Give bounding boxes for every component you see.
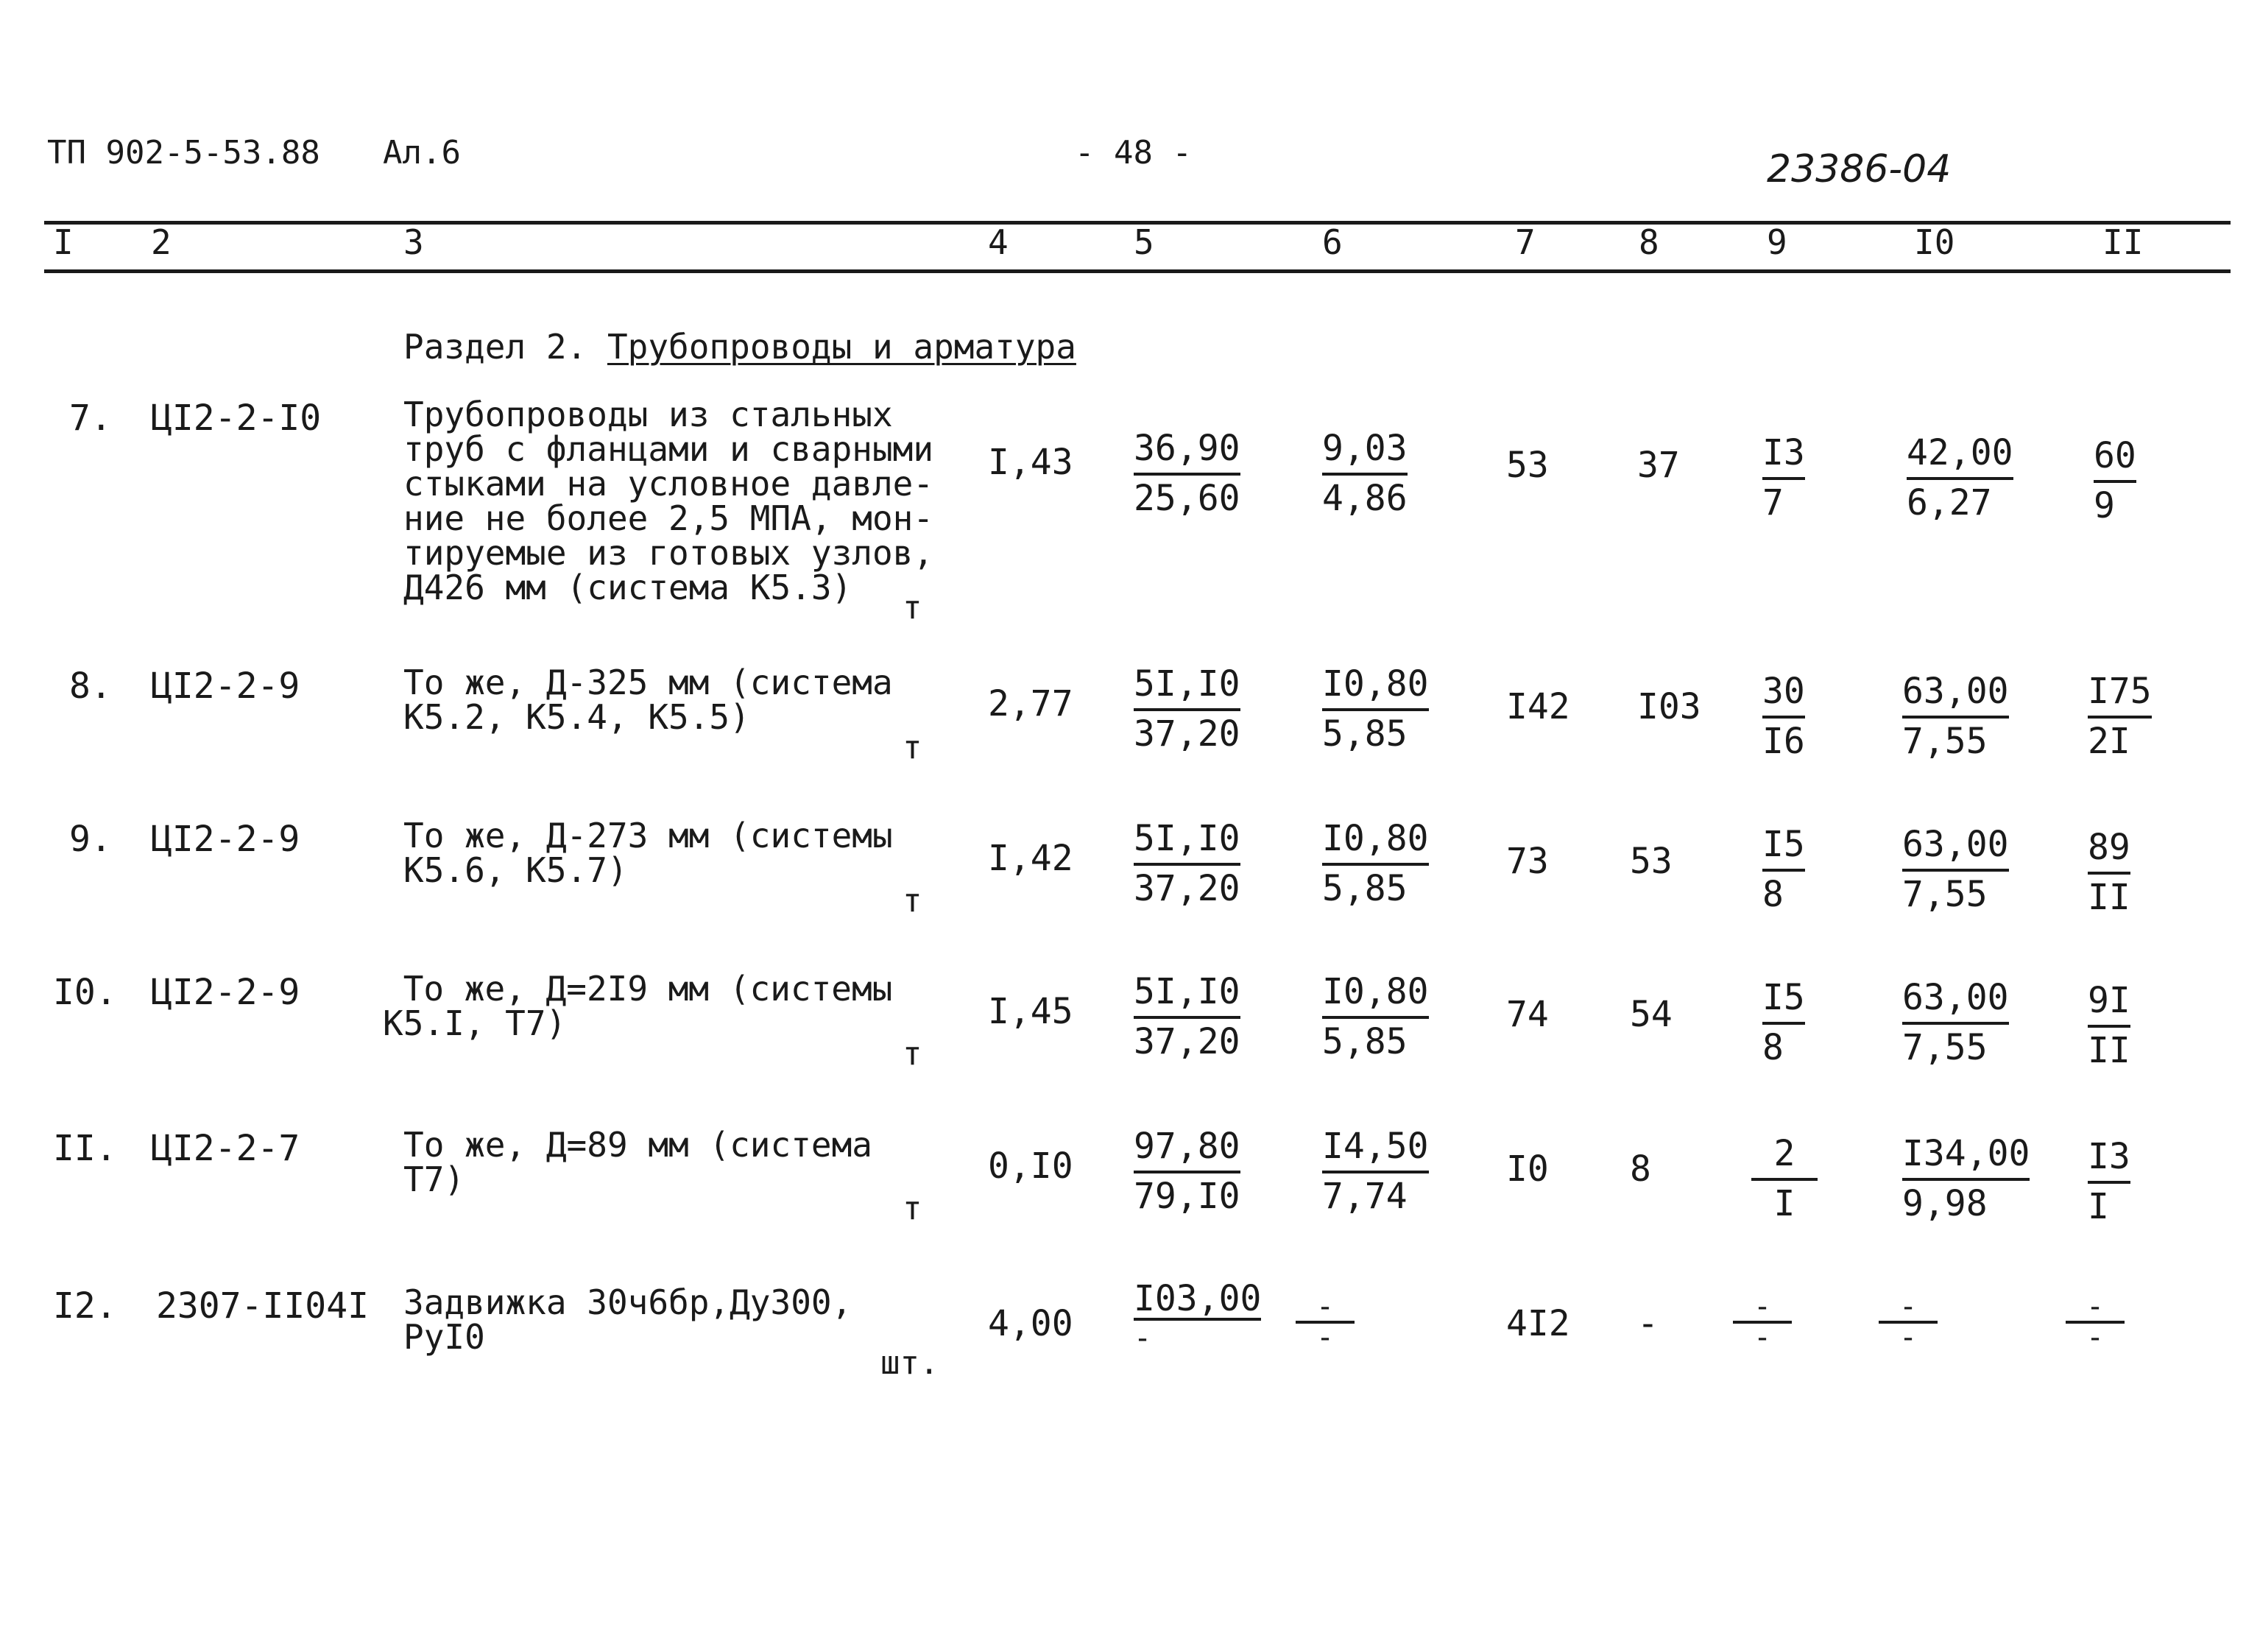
- unit-machines-wages: 7,74: [1322, 1176, 1408, 1217]
- unit-machines-wages: 5,85: [1322, 1021, 1408, 1062]
- unit-cost-total: 5I,I0: [1134, 969, 1240, 1019]
- column-number-6: 6: [1322, 222, 1343, 262]
- unit-cost-wages: 37,20: [1134, 713, 1240, 755]
- unit-cost-machines-fraction: [1322, 1123, 1429, 1219]
- labor-unit-machinists: 9,98: [1902, 1183, 1988, 1224]
- labor-unit-workers: 63,00: [1902, 975, 2009, 1025]
- quantity: 4,00: [988, 1303, 1073, 1344]
- unit-of-measure: т: [903, 589, 922, 626]
- unit-machines-wages: 5,85: [1322, 868, 1408, 909]
- column-number-11: II: [2102, 222, 2144, 262]
- work-description: То же, Д=89 мм (система Т7): [403, 1125, 872, 1199]
- column-number-9: 9: [1767, 222, 1787, 262]
- total-machines-fraction: [1762, 822, 1805, 917]
- labor-total-workers: 9I: [2088, 978, 2130, 1028]
- total-machines-value: 2: [1751, 1131, 1818, 1181]
- labor-unit-machinists: 7,55: [1902, 721, 1988, 762]
- unit-machines-wages: 5,85: [1322, 713, 1408, 755]
- unit-of-measure: т: [903, 729, 922, 766]
- quantity: I,42: [988, 838, 1073, 879]
- labor-unit-machinists: 7,55: [1902, 1027, 1988, 1068]
- labor-unit-workers: 63,00: [1902, 822, 2009, 872]
- labor-total-dash: [2066, 1290, 2125, 1355]
- work-description: То же, Д-325 мм (система К5.2, К5.4, К5.5): [403, 663, 893, 737]
- unit-cost-wages: -: [1134, 1321, 1152, 1355]
- price-code: ЦI2-2-9: [151, 972, 300, 1013]
- labor-total-workers: -: [2086, 1290, 2105, 1324]
- work-description: Трубопроводы из стальных труб с фланцами и сварными стыками на условное давле- ние не более 2,5 МПА, мон- тируемые из готовых узлов, Д426 мм (система К5.3): [403, 395, 934, 607]
- labor-unit-workers: I34,00: [1902, 1131, 2030, 1181]
- column-number-1: I: [53, 222, 74, 262]
- total-machines-fraction: [1762, 430, 1805, 526]
- labor-total-machinists: 9: [2094, 485, 2115, 526]
- labor-total-fraction: [2088, 1134, 2130, 1229]
- labor-total-fraction: [2088, 978, 2130, 1073]
- unit-cost-fraction: [1134, 1123, 1240, 1219]
- labor-total-fraction: [2088, 825, 2130, 920]
- labor-unit-workers: 63,00: [1902, 668, 2009, 719]
- column-number-4: 4: [988, 222, 1009, 262]
- labor-total-workers: 60: [2094, 433, 2136, 483]
- labor-unit-machinists: 6,27: [1907, 482, 1992, 523]
- total-wages: I03: [1637, 686, 1701, 727]
- total-wages: 54: [1630, 994, 1673, 1035]
- total-machines-value: 30: [1762, 668, 1805, 719]
- price-code: ЦI2-2-7: [151, 1128, 300, 1169]
- unit-cost-wages: 37,20: [1134, 1021, 1240, 1062]
- unit-cost-machines-fraction: [1322, 426, 1408, 521]
- unit-cost-fraction: [1134, 816, 1240, 911]
- total-cost: 74: [1506, 994, 1549, 1035]
- unit-cost-wages: 37,20: [1134, 868, 1240, 909]
- labor-unit-fraction: [1902, 1131, 2030, 1226]
- total-machines-value: -: [1753, 1290, 1772, 1324]
- unit-machines-total: I0,80: [1322, 816, 1429, 866]
- labor-unit-machinists: -: [1899, 1321, 1918, 1355]
- labor-total-workers: 89: [2088, 825, 2130, 875]
- page-number: - 48 -: [1075, 134, 1192, 172]
- total-machines-value: I5: [1762, 975, 1805, 1025]
- section-prefix: Раздел 2.: [403, 327, 587, 367]
- labor-total-fraction: [2094, 433, 2136, 529]
- row-number: 7.: [69, 398, 112, 439]
- labor-total-machinists: II: [2088, 877, 2130, 918]
- unit-machines-total: I0,80: [1322, 661, 1429, 711]
- unit-cost-total: 5I,I0: [1134, 816, 1240, 866]
- total-machines-wages: -: [1753, 1321, 1772, 1355]
- total-cost: 53: [1506, 445, 1549, 486]
- row-number: 9.: [69, 819, 112, 860]
- total-wages: -: [1637, 1303, 1659, 1344]
- total-wages: 8: [1630, 1148, 1651, 1190]
- unit-of-measure: т: [903, 1035, 922, 1073]
- price-code: ЦI2-2-9: [151, 666, 300, 707]
- unit-machines-total: I0,80: [1322, 969, 1429, 1019]
- total-machines-wages: 7: [1762, 482, 1784, 523]
- unit-cost-wages: 25,60: [1134, 478, 1240, 519]
- unit-cost-total: 97,80: [1134, 1123, 1240, 1173]
- section-name: Трубопроводы и арматура: [607, 327, 1076, 367]
- unit-cost-machines-fraction: [1322, 661, 1429, 757]
- row-number: 8.: [69, 666, 112, 707]
- column-number-7: 7: [1515, 222, 1536, 262]
- work-description: То же, Д-273 мм (системы К5.6, К5.7): [403, 816, 893, 890]
- column-number-8: 8: [1639, 222, 1659, 262]
- unit-cost-fraction: [1134, 1278, 1262, 1356]
- total-wages: 37: [1637, 445, 1680, 486]
- header-rule-bottom: [44, 269, 2231, 273]
- quantity: 2,77: [988, 683, 1073, 724]
- section-title: [403, 327, 1076, 367]
- unit-machines-wages: -: [1316, 1321, 1335, 1355]
- album-label: Ал.6: [383, 134, 461, 172]
- total-machines-value: I5: [1762, 822, 1805, 872]
- unit-cost-machines-fraction: [1322, 969, 1429, 1065]
- price-code: ЦI2-2-9: [151, 819, 300, 860]
- price-code: ЦI2-2-I0: [151, 398, 322, 439]
- total-machines-value: I3: [1762, 430, 1805, 480]
- total-machines-wages: I6: [1762, 721, 1805, 762]
- labor-total-machinists: II: [2088, 1030, 2130, 1071]
- labor-total-workers: I75: [2088, 668, 2152, 719]
- unit-cost-machines-dash: [1296, 1290, 1355, 1355]
- labor-total-machinists: -: [2086, 1321, 2105, 1355]
- total-cost: 73: [1506, 841, 1549, 882]
- unit-cost-fraction: [1134, 426, 1240, 521]
- total-machines-wages: 8: [1762, 1027, 1784, 1068]
- total-machines-wages: I: [1773, 1183, 1795, 1224]
- quantity: I,45: [988, 991, 1073, 1032]
- work-description: То же, Д=2I9 мм (системы К5.I, Т7): [383, 969, 893, 1043]
- unit-cost-wages: 79,I0: [1134, 1176, 1240, 1217]
- unit-of-measure: т: [903, 882, 922, 919]
- labor-unit-fraction: [1907, 430, 2013, 526]
- column-number-5: 5: [1134, 222, 1154, 262]
- labor-unit-dash: [1879, 1290, 1938, 1355]
- unit-of-measure: шт.: [880, 1344, 939, 1382]
- labor-total-machinists: I: [2088, 1186, 2109, 1227]
- labor-unit-machinists: 7,55: [1902, 874, 1988, 915]
- work-description: Задвижка 30ч6бр,Ду300, РуI0: [403, 1282, 852, 1357]
- column-number-10: I0: [1914, 222, 1955, 262]
- unit-cost-machines-fraction: [1322, 816, 1429, 911]
- quantity: I,43: [988, 442, 1073, 483]
- row-number: II.: [53, 1128, 117, 1169]
- quantity: 0,I0: [988, 1146, 1073, 1187]
- unit-machines-total: -: [1316, 1290, 1335, 1324]
- total-machines-fraction: [1748, 1131, 1821, 1226]
- unit-of-measure: т: [903, 1190, 922, 1227]
- labor-total-fraction: [2088, 668, 2152, 764]
- labor-unit-fraction: [1902, 668, 2009, 764]
- labor-total-machinists: 2I: [2088, 721, 2130, 762]
- total-cost: I42: [1506, 686, 1570, 727]
- column-number-3: 3: [403, 222, 424, 262]
- unit-machines-total: 9,03: [1322, 426, 1408, 476]
- unit-cost-total: 36,90: [1134, 426, 1240, 476]
- total-wages: 53: [1630, 841, 1673, 882]
- total-machines-wages: 8: [1762, 874, 1784, 915]
- row-number: I0.: [53, 972, 117, 1013]
- unit-machines-total: I4,50: [1322, 1123, 1429, 1173]
- column-number-2: 2: [151, 222, 172, 262]
- unit-cost-total: I03,00: [1134, 1278, 1262, 1319]
- doc-code: ТП 902-5-53.88: [47, 134, 320, 172]
- labor-unit-fraction: [1902, 975, 2009, 1070]
- total-cost: 4I2: [1506, 1303, 1570, 1344]
- total-machines-fraction: [1762, 975, 1805, 1070]
- unit-machines-wages: 4,86: [1322, 478, 1408, 519]
- price-code: 2307-II04I: [156, 1285, 369, 1327]
- unit-cost-fraction: [1134, 661, 1240, 757]
- total-cost: I0: [1506, 1148, 1549, 1190]
- unit-cost-fraction: [1134, 969, 1240, 1065]
- labor-unit-workers: -: [1899, 1290, 1918, 1324]
- unit-cost-total: 5I,I0: [1134, 661, 1240, 711]
- labor-unit-fraction: [1902, 822, 2009, 917]
- row-number: I2.: [53, 1285, 117, 1327]
- labor-unit-workers: 42,00: [1907, 430, 2013, 480]
- total-machines-dash: [1733, 1290, 1792, 1355]
- inventory-number: 23386-04: [1767, 147, 1952, 191]
- total-machines-fraction: [1762, 668, 1805, 764]
- labor-total-workers: I3: [2088, 1134, 2130, 1184]
